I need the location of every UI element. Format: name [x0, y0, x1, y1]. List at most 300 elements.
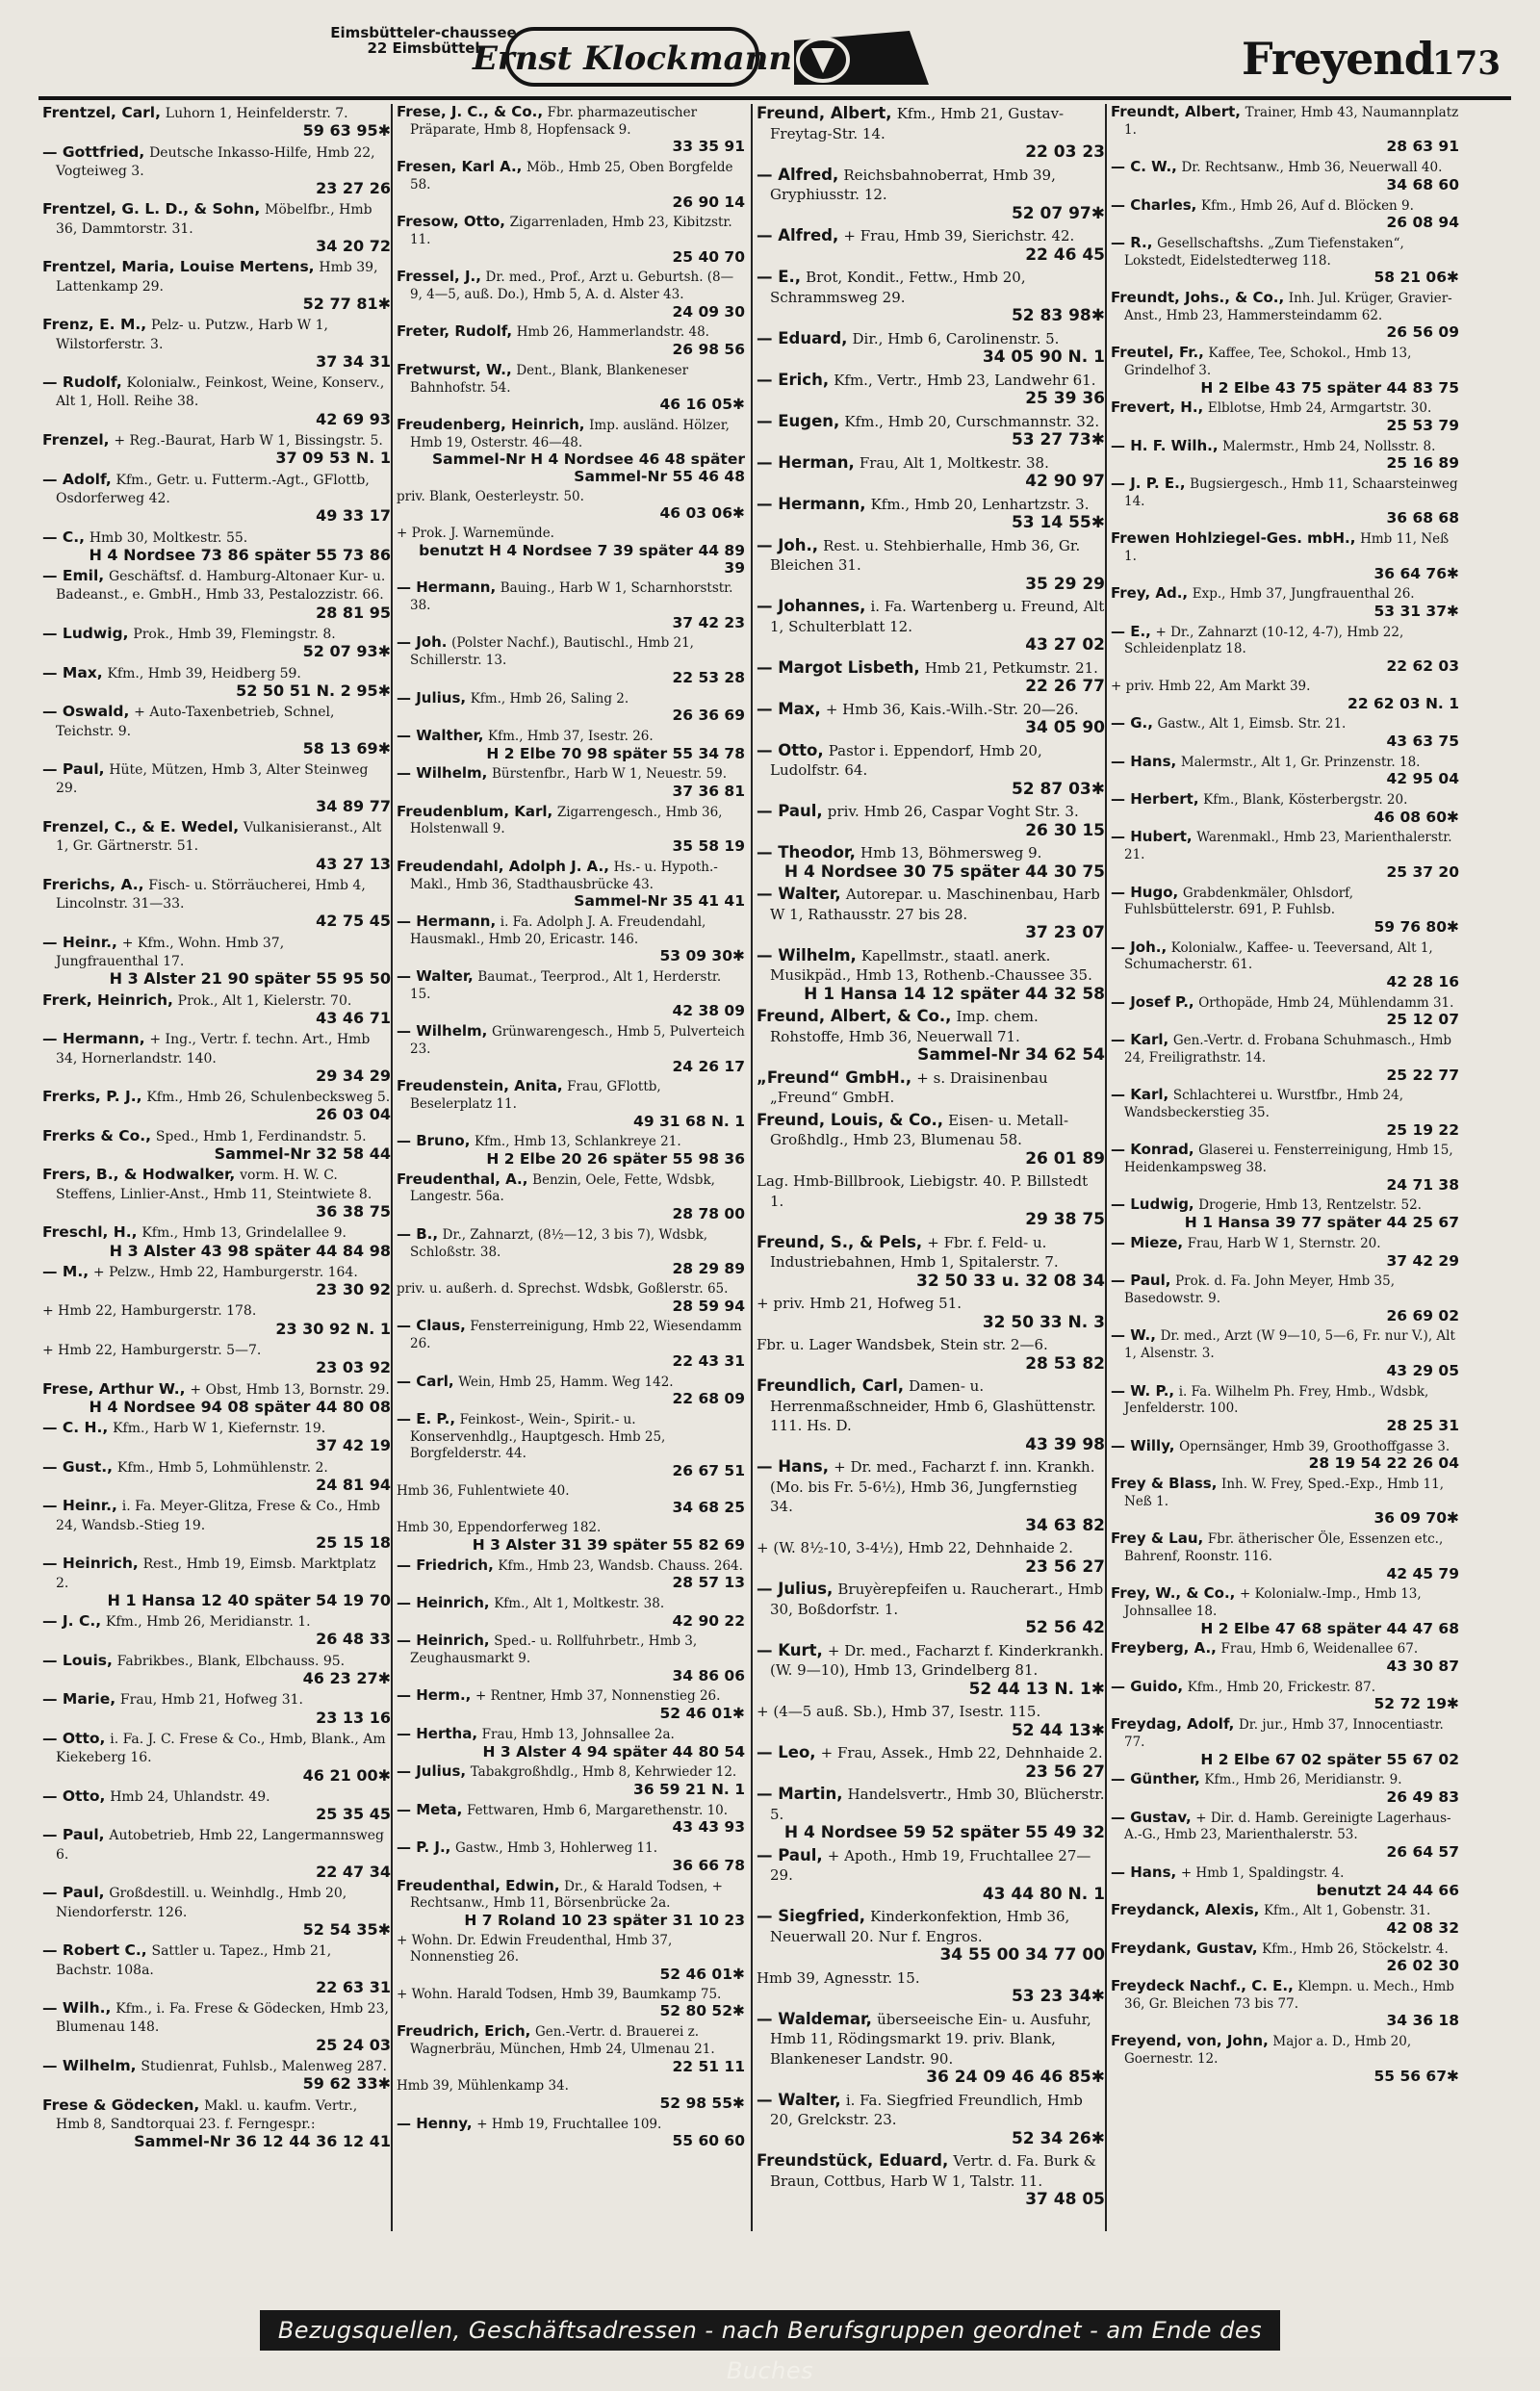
directory-entry: [757, 597, 1105, 656]
directory-entry: [1111, 829, 1459, 881]
entry-details: Gastw., Alt 1, Eimsb. Str. 21.: [1157, 716, 1347, 733]
entry-name: Freundlich, Carl,: [757, 1376, 905, 1395]
entry-details: Bugsiergesch., Hmb 11, Schaarsteinweg 14.: [1124, 476, 1458, 509]
entry-phone: 26 67 51: [672, 1462, 745, 1480]
entry-name: Frey & Lau,: [1111, 1530, 1204, 1548]
directory-entry: [42, 934, 391, 989]
directory-entry: [397, 1483, 745, 1517]
entry-phone: 42 38 09: [672, 1002, 745, 1020]
entry-details: Kfm., Vertr., Hmb 23, Landwehr 61.: [834, 371, 1096, 389]
entry-name: — C. H.,: [42, 1419, 109, 1437]
entry-name: — Otto,: [42, 1787, 106, 1805]
entry-phone: 53 27 73✱: [1011, 430, 1105, 450]
entry-name: — Max,: [757, 699, 821, 718]
entry-details: i. Fa. Siegfried Freundlich, Hmb 20, Grelckstr. 23.: [770, 2091, 1083, 2128]
directory-entry: [42, 991, 391, 1028]
entry-details: Hmb 30, Moltkestr. 55.: [89, 529, 248, 546]
directory-entry: [397, 526, 745, 577]
entry-name: Frentzel, Carl,: [42, 104, 162, 121]
entry-name: — Bruno,: [397, 1132, 471, 1150]
entry-details: + Obst, Hmb 13, Bornstr. 29.: [190, 1381, 390, 1398]
entry-details: Dr. med., Prof., Arzt u. Geburtsh. (8—9, 4—5, auß. Do.), Hmb 5, A. d. Alster 43.: [410, 270, 734, 303]
entry-phone: 42 95 04: [1386, 770, 1459, 788]
column-1: [42, 104, 391, 2222]
entry-name: — Erich,: [757, 370, 830, 389]
entry-details: Elblotse, Hmb 24, Armgartstr. 30.: [1207, 400, 1432, 417]
entry-phone: benutzt 24 44 66: [1316, 1881, 1459, 1899]
entry-phone: 34 68 25: [672, 1499, 745, 1517]
entry-details: vorm. H. W. C. Steffens, Linlier-Anst., Hmb 11, Steintwiete 8.: [56, 1168, 372, 1202]
entry-details: Drogerie, Hmb 13, Rentzelstr. 52.: [1198, 1197, 1422, 1214]
entry-details: Kfm., Hmb 26, Schulenbecksweg 5.: [146, 1090, 391, 1106]
directory-entry: [42, 1166, 391, 1221]
directory-entry: [397, 1763, 745, 1798]
entry-phone: 55 56 67✱: [1373, 2067, 1459, 2085]
entry-details: + Dr., Zahnarzt (10-12, 4-7), Hmb 22, Schleidenplatz 18.: [1124, 624, 1404, 657]
entry-name: — Hermann,: [397, 578, 497, 597]
entry-name: — Paul,: [42, 1826, 105, 1844]
page-header: [38, 12, 1511, 98]
entry-details: Gesellschaftshs. „Zum Tiefenstaken“, Lokstedt, Eidelstedterweg 118.: [1124, 235, 1404, 269]
directory-entry: [757, 1068, 1105, 1108]
entry-name: — Hugo,: [1111, 883, 1179, 901]
entry-phone: 34 05 90: [1025, 718, 1105, 737]
entry-details: Exp., Hmb 37, Jungfrauenthal 26.: [1192, 586, 1415, 603]
entry-details: Studienrat, Fuhlsb., Malenweg 287.: [141, 2058, 387, 2074]
entry-phone: 49 31 68 N. 1: [633, 1112, 745, 1130]
entry-name: Freundt, Johs., & Co.,: [1111, 289, 1285, 307]
directory-entry: [757, 371, 1105, 409]
footer-banner: Bezugsquellen, Geschäftsadressen - nach Berufsgruppen geordnet - am Ende des Buches: [260, 2310, 1280, 2351]
directory-entry: [42, 1497, 391, 1552]
directory-entry: [397, 804, 745, 856]
entry-details: priv. Hmb 26, Caspar Voght Str. 3.: [827, 803, 1079, 820]
entry-phone: 33 35 91: [672, 138, 745, 156]
entry-details: Geschäftsf. d. Hamburg-Altonaer Kur- u. Badeanst., e. GmbH., Hmb 33, Pestalozzistr. 66.: [56, 569, 386, 604]
entry-name: Freund, S., & Pels,: [757, 1232, 923, 1251]
entry-name: — Walter,: [757, 2090, 841, 2109]
entry-details: Fbr. ätherischer Öle, Essenzen etc., Bahrenf, Roonstr. 116.: [1124, 1531, 1444, 1564]
directory-entry: [397, 1281, 745, 1315]
entry-name: — G.,: [1111, 714, 1153, 733]
directory-entry: [757, 1171, 1105, 1230]
entry-name: Freydeck Nachf., C. E.,: [1111, 1977, 1294, 1995]
entry-details: Dr. Rechtsanw., Hmb 36, Neuerwall 40.: [1181, 160, 1443, 176]
directory-entry: [757, 1538, 1105, 1577]
entry-name: Freydanck, Alexis,: [1111, 1901, 1260, 1919]
entry-phone: 52 34 26✱: [1011, 2128, 1105, 2148]
entry-details: Sped.- u. Rollfuhrbetr., Hmb 3, Zeughausmarkt 9.: [410, 1633, 698, 1667]
directory-entry: [757, 1968, 1105, 2007]
entry-details: Kolonialw., Kaffee- u. Teeversand, Alt 1, Schumacherstr. 61.: [1124, 939, 1433, 973]
directory-entry: [397, 765, 745, 800]
entry-name: Frewen Hohlziegel-Ges. mbH.,: [1111, 529, 1356, 548]
entry-name: — Paul,: [42, 760, 105, 779]
entry-name: — Julius,: [397, 1762, 467, 1781]
entry-phone: H 7 Roland 10 23 später 31 10 23: [464, 1911, 745, 1929]
entry-name: — Adolf,: [42, 470, 112, 488]
entry-details: Kapellmstr., staatl. anerk. Musikpäd., Hmb 13, Rothenb.-Chaussee 35.: [770, 946, 1092, 984]
entry-details: Tabakgroßhdlg., Hmb 8, Kehrwieder 12.: [470, 1764, 737, 1781]
entry-details: Autobetrieb, Hmb 22, Langermannsweg 6.: [56, 1828, 384, 1863]
entry-name: Frentzel, Maria, Louise Mertens,: [42, 258, 315, 276]
entry-name: — Eduard,: [757, 328, 848, 347]
entry-name: — Friedrich,: [397, 1555, 494, 1574]
directory-entry: [42, 2057, 391, 2094]
entry-name: — H. F. Wilh.,: [1111, 436, 1219, 454]
directory-entry: [1111, 1771, 1459, 1806]
entry-phone: 22 68 09: [672, 1390, 745, 1408]
entry-phone: 29 34 29: [316, 1066, 391, 1085]
entry-details: Dent., Blank, Blankeneser Bahnhofstr. 54.: [410, 362, 689, 396]
directory-entry: [42, 760, 391, 815]
entry-details: Kfm., Hmb 26, Meridianstr. 9.: [1204, 1772, 1402, 1788]
directory-entry: [397, 489, 745, 523]
column-3: [757, 104, 1105, 2222]
entry-details: Frau, Alt 1, Moltkestr. 38.: [859, 453, 1049, 472]
entry-name: Frerk, Heinrich,: [42, 990, 173, 1009]
entry-phone: 22 62 03: [1386, 657, 1459, 676]
directory-entry: [397, 1595, 745, 1630]
entry-phone: H 2 Elbe 67 02 später 55 67 02: [1200, 1750, 1459, 1768]
entry-phone: 28 29 89: [672, 1260, 745, 1278]
entry-phone: 52 80 52✱: [659, 2002, 745, 2020]
entry-details: Pelz- u. Putzw., Harb W 1, Wilstorferstr. 3.: [56, 318, 328, 352]
entry-details: Frau, Hmb 21, Hofweg 31.: [119, 1692, 303, 1709]
entry-details: + Wohn. Harald Todsen, Hmb 39, Baumkamp 75.: [397, 1986, 722, 2002]
entry-name: — R.,: [1111, 233, 1153, 251]
directory-entry: [1111, 1679, 1459, 1713]
entry-name: — Paul,: [1111, 1272, 1171, 1290]
entry-name: Freund, Louis, & Co.,: [757, 1110, 944, 1129]
entry-phone: 34 63 82: [1025, 1515, 1105, 1535]
directory-entry: [1111, 235, 1459, 287]
directory-entry: [1111, 1902, 1459, 1937]
directory-entry: [397, 2023, 745, 2075]
entry-name: Fresen, Karl A.,: [397, 158, 523, 176]
entry-phone: 23 30 92 N. 1: [275, 1319, 391, 1338]
entry-details: + Hmb 22, Hamburgerstr. 5—7.: [42, 1343, 262, 1358]
entry-details: Baumat., Teerprod., Alt 1, Herderstr. 15.: [410, 969, 722, 1002]
entry-details: Wein, Hmb 25, Hamm. Weg 142.: [458, 1374, 674, 1390]
entry-name: Frerks, P. J.,: [42, 1088, 142, 1106]
entry-name: — Hermann,: [397, 912, 497, 930]
entry-details: Autorepar. u. Maschinenbau, Harb W 1, Rathausstr. 27 bis 28.: [770, 886, 1100, 923]
entry-phone: 46 23 27✱: [302, 1669, 391, 1688]
entry-phone: H 2 Elbe 47 68 später 44 47 68: [1200, 1619, 1459, 1637]
entry-name: Frey & Blass,: [1111, 1475, 1218, 1493]
directory-entry: [757, 1743, 1105, 1782]
entry-phone: 52 77 81✱: [302, 294, 391, 313]
directory-entry: [1111, 1327, 1459, 1379]
entry-name: — Walther,: [397, 726, 484, 744]
directory-entry: [42, 1612, 391, 1649]
directory-entry: [757, 885, 1105, 943]
header-rule: [38, 96, 1511, 100]
directory-entry: [757, 1376, 1105, 1454]
entry-details: + Fbr. f. Feld- u. Industriebahnen, Hmb 1, Spitalerstr. 7.: [770, 1233, 1059, 1271]
entry-details: + Dir. d. Hamb. Gereinigte Lagerhaus-A.-G., Hmb 23, Marienthalerstr. 53.: [1124, 1810, 1451, 1843]
entry-details: Hmb 24, Uhlandstr. 49.: [110, 1788, 270, 1805]
entry-name: Freundstück, Eduard,: [757, 2151, 949, 2170]
entry-phone: 43 63 75: [1386, 732, 1459, 750]
directory-entry: [42, 528, 391, 565]
directory-entry: [757, 104, 1105, 163]
directory-entry: [757, 2151, 1105, 2210]
entry-name: — M.,: [42, 1262, 90, 1280]
directory-entry: [1111, 885, 1459, 937]
entry-phone: H 4 Nordsee 73 86 später 55 73 86: [89, 545, 391, 564]
entry-name: Frese & Gödecken,: [42, 2095, 200, 2114]
directory-entry: [397, 1318, 745, 1370]
entry-details: + (4—5 auß. Sb.), Hmb 37, Isestr. 115.: [757, 1703, 1041, 1720]
entry-name: — Alfred,: [757, 165, 839, 184]
entry-phone: 35 58 19: [672, 837, 745, 856]
entry-name: Frese, Arthur W.,: [42, 1379, 186, 1398]
entry-details: Orthopäde, Hmb 24, Mühlendamm 31.: [1198, 994, 1454, 1011]
directory-entry: [757, 268, 1105, 326]
directory-entry: [1111, 939, 1459, 991]
column-4: [1111, 104, 1459, 2222]
entry-details: Hmb 39, Agnesstr. 15.: [757, 1968, 920, 1987]
entry-phone: 46 03 06✱: [659, 504, 745, 523]
directory-entry: [757, 412, 1105, 450]
entry-details: Fettwaren, Hmb 6, Margarethenstr. 10.: [466, 1802, 729, 1818]
entry-phone: 23 56 27: [1025, 1761, 1105, 1782]
entry-phone: 43 44 80 N. 1: [982, 1884, 1105, 1904]
entry-details: Kfm., Blank, Kösterbergstr. 20.: [1203, 792, 1408, 809]
directory-entry: [397, 269, 745, 321]
directory-entry: [1111, 624, 1459, 676]
entry-details: + Dr. med., Facharzt f. inn. Krankh. (Mo. bis Fr. 5-6½), Hmb 36, Jungfernstieg 34.: [770, 1458, 1095, 1515]
entry-details: Dr., Zahnarzt, (8½—12, 3 bis 7), Wdsbk, Schloßstr. 38.: [410, 1226, 708, 1260]
entry-details: Sattler u. Tapez., Hmb 21, Bachstr. 108a.: [56, 1943, 332, 1978]
directory-entry: [42, 1030, 391, 1085]
directory-entry: [42, 1301, 391, 1338]
entry-phone: 24 81 94: [316, 1476, 391, 1495]
entry-name: — J. P. E.,: [1111, 475, 1186, 493]
entry-phone: 59 62 33✱: [302, 2074, 391, 2094]
directory-entry: [1111, 1978, 1459, 2030]
entry-details: überseeische Ein- u. Ausfuhr, Hmb 11, Rödingsmarkt 19. priv. Blank, Blankeneser Landstr. 90.: [770, 2010, 1091, 2068]
entry-phone: 52 07 97✱: [1011, 203, 1105, 223]
entry-details: Major a. D., Hmb 20, Goernestr. 12.: [1124, 2034, 1412, 2067]
entry-name: — Marie,: [42, 1690, 116, 1709]
entry-phone: 35 29 29: [1025, 574, 1105, 594]
entry-phone: 52 46 01✱: [659, 1705, 745, 1723]
directory-entry: [1111, 715, 1459, 750]
entry-phone: Sammel-Nr 35 41 41: [574, 892, 745, 911]
entry-name: — Eugen,: [757, 411, 840, 430]
entry-phone: H 2 Elbe 70 98 später 55 34 78: [486, 744, 745, 762]
entry-details: + priv. Hmb 21, Hofweg 51.: [757, 1295, 962, 1312]
entry-details: Schlachterei u. Wurstfbr., Hmb 24, Wandsbeckerstieg 35.: [1124, 1088, 1403, 1120]
entry-details: Vulkanisieranst., Alt 1, Gr. Gärtnerstr. 51.: [56, 819, 382, 855]
entry-phone: H 4 Nordsee 59 52 später 55 49 32: [783, 1823, 1105, 1842]
directory-entry: [397, 1411, 745, 1480]
entry-phone: 26 56 09: [1386, 323, 1459, 342]
entry-phone: 22 43 31: [672, 1351, 745, 1370]
directory-entry: [757, 946, 1105, 1005]
entry-phone: 37 23 07: [1025, 923, 1105, 942]
entry-name: — Oswald,: [42, 703, 130, 721]
entry-phone: 32 50 33 N. 3: [982, 1312, 1105, 1332]
directory-entry: [397, 1133, 745, 1168]
directory-entry: [757, 1457, 1105, 1535]
entry-details: + Hmb 36, Kais.-Wilh.-Str. 20—26.: [825, 700, 1079, 718]
directory-entry: [42, 258, 391, 313]
directory-entry: [397, 1557, 745, 1592]
entry-phone: 32 50 33 u. 32 08 34: [915, 1271, 1105, 1291]
entry-name: — Günther,: [1111, 1770, 1200, 1788]
entry-details: Zigarrenladen, Hmb 23, Kibitzstr. 11.: [410, 215, 732, 247]
entry-name: — Willy,: [1111, 1436, 1175, 1454]
directory-entry: [757, 1702, 1105, 1740]
entry-details: Fabrikbes., Blank, Elbchauss. 95.: [116, 1653, 346, 1669]
entry-details: Kinderkonfektion, Hmb 36, Neuerwall 20. Nur f. Engros.: [770, 1908, 1070, 1945]
entry-phone: 53 09 30✱: [659, 947, 745, 965]
entry-name: — E. P.,: [397, 1409, 456, 1427]
entry-details: Prok. d. Fa. John Meyer, Hmb 35, Basedowstr. 9.: [1124, 1273, 1395, 1306]
entry-phone: 25 35 45: [316, 1805, 391, 1824]
directory-entry: [397, 1374, 745, 1408]
entry-name: — Waldemar,: [757, 2009, 872, 2028]
entry-name: — Ludwig,: [42, 625, 129, 643]
entry-name: — Herman,: [757, 452, 855, 472]
entry-phone: 28 57 13: [672, 1574, 745, 1592]
directory-entry: [397, 1171, 745, 1223]
entry-details: + Prok. J. Warnemünde.: [397, 526, 554, 542]
directory-entry: [757, 226, 1105, 265]
publisher-logo: [472, 21, 1064, 94]
entry-name: — Paul,: [757, 802, 823, 820]
entry-name: — Hans,: [1111, 752, 1177, 770]
entry-name: — Heinrich,: [42, 1555, 139, 1573]
entry-phone: 26 64 57: [1386, 1843, 1459, 1862]
entry-details: Feinkost-, Wein-, Spirit.- u. Konservenhdlg., Hauptgesch. Hmb 25, Borgfelderstr. 44.: [410, 1411, 666, 1462]
entry-name: Frese, J. C., & Co.,: [397, 103, 544, 120]
entry-phone: 26 98 56: [672, 341, 745, 359]
entry-details: Kfm., Hmb 13, Grindelallee 9.: [141, 1225, 346, 1242]
entry-phone: 34 55 00 34 77 00: [939, 1945, 1105, 1965]
entry-phone: H 4 Nordsee 30 75 später 44 30 75: [783, 861, 1105, 882]
entry-name: Freudenthal, A.,: [397, 1170, 528, 1188]
entry-details: Kfm., i. Fa. Frese & Gödecken, Hmb 23, Blumenau 148.: [56, 2001, 389, 2036]
entry-phone: 22 53 28: [672, 668, 745, 686]
entry-phone: 46 21 00✱: [302, 1765, 391, 1785]
directory-entry: [42, 664, 391, 701]
entry-details: + Apoth., Hmb 19, Fruchtallee 27—29.: [770, 1846, 1091, 1884]
entry-name: — Martin,: [757, 1785, 843, 1803]
entry-details: Kfm., Alt 1, Moltkestr. 38.: [494, 1595, 665, 1611]
entry-name: — Heinrich,: [397, 1632, 490, 1650]
entry-name: — Heinr.,: [42, 1497, 117, 1515]
entry-details: Rest., Hmb 19, Eimsb. Marktplatz 2.: [56, 1556, 376, 1591]
directory-entry: [42, 1223, 391, 1260]
entry-name: — E.,: [1111, 622, 1151, 640]
entry-details: Lag. Hmb-Billbrook, Liebigstr. 40. P. Billstedt 1.: [757, 1172, 1089, 1210]
entry-name: „Freund“ GmbH.,: [757, 1067, 912, 1087]
entry-name: Freund, Albert, & Co.,: [757, 1007, 952, 1025]
entry-details: + Auto-Taxenbetrieb, Schnel, Teichstr. 9.: [56, 705, 335, 739]
entry-details: Hmb 13, Böhmersweg 9.: [860, 844, 1042, 861]
entry-details: Hs.- u. Hypoth.-Makl., Hmb 36, Stadthausbrücke 43.: [410, 859, 718, 892]
entry-phone: 36 68 68: [1386, 509, 1459, 527]
entry-name: — Karl,: [1111, 1031, 1169, 1049]
entry-name: — Walter,: [397, 967, 474, 986]
entry-phone: H 3 Alster 43 98 später 44 84 98: [109, 1241, 391, 1260]
directory-entry: [1111, 1087, 1459, 1139]
directory-entry: [1111, 754, 1459, 788]
entry-phone: H 3 Alster 21 90 später 55 95 50: [109, 969, 391, 989]
entry-phone: H 1 Hansa 12 40 später 54 19 70: [107, 1590, 391, 1609]
column-divider: [1105, 104, 1107, 2231]
entry-details: Malermstr., Alt 1, Gr. Prinzenstr. 18.: [1180, 754, 1421, 770]
entry-phone: 52 72 19✱: [1373, 1695, 1459, 1713]
entry-details: Kfm., Harb W 1, Kiefernstr. 19.: [113, 1421, 326, 1437]
directory-entry: [42, 471, 391, 526]
entry-name: Frerks & Co.,: [42, 1126, 152, 1144]
entry-phone: 43 39 98: [1025, 1434, 1105, 1454]
directory-entry: [42, 1884, 391, 1939]
directory-entry: [1111, 1032, 1459, 1084]
directory-entry: [1111, 1196, 1459, 1231]
entry-phone: 43 43 93: [672, 1818, 745, 1837]
entry-details: Hmb 11, Neß 1.: [1124, 531, 1450, 564]
entry-name: — Johannes,: [757, 597, 866, 615]
entry-details: Dir., Hmb 6, Carolinenstr. 5.: [852, 329, 1060, 347]
entry-phone: Sammel-Nr 32 58 44: [214, 1144, 391, 1164]
entry-details: Luhorn 1, Heinfelderstr. 7.: [165, 106, 348, 121]
entry-phone: H 1 Hansa 14 12 später 44 32 58: [804, 984, 1105, 1004]
directory-entry: [1111, 994, 1459, 1029]
entry-name: — Julius,: [757, 1580, 834, 1598]
entry-phone: 22 51 11: [672, 2057, 745, 2075]
directory-entry: [42, 1127, 391, 1164]
directory-entry: [397, 417, 745, 486]
entry-details: i. Fa. Wartenberg u. Freund, Alt 1, Schulterblatt 12.: [770, 598, 1105, 635]
entry-details: i. Fa. Wilhelm Ph. Frey, Hmb., Wdsbk, Jenfelderstr. 100.: [1124, 1383, 1429, 1417]
directory-entry: [757, 2091, 1105, 2149]
directory-entry: [1111, 438, 1459, 473]
entry-details: i. Fa. J. C. Frese & Co., Hmb, Blank., Am Kiekeberg 16.: [56, 1731, 386, 1766]
directory-entry: [757, 1335, 1105, 1374]
entry-phone: 43 30 87: [1386, 1658, 1459, 1676]
entry-phone: 34 89 77: [316, 796, 391, 815]
entry-details: Frau, Harb W 1, Sternstr. 20.: [1187, 1235, 1381, 1251]
directory-entry: [757, 802, 1105, 840]
entry-details: Warenmakl., Hmb 23, Marienthalerstr. 21.: [1124, 830, 1452, 863]
entry-details: Kfm., Hmb 23, Wandsb. Chauss. 264.: [498, 1557, 743, 1574]
directory-entry: [397, 913, 745, 965]
entry-phone: 36 59 21 N. 1: [633, 1780, 745, 1798]
entry-phone: 55 60 60: [672, 2132, 745, 2150]
entry-details: + Kolonialw.-Imp., Hmb 13, Johnsallee 18.: [1124, 1586, 1422, 1619]
entry-phone: 26 08 94: [1386, 214, 1459, 232]
entry-phone: 26 90 14: [672, 193, 745, 211]
entry-details: + Pelzw., Hmb 22, Hamburgerstr. 164.: [92, 1264, 358, 1280]
entry-name: — Gottfried,: [42, 142, 145, 161]
entry-phone: 46 08 60✱: [1373, 808, 1459, 826]
entry-phone: 53 14 55✱: [1011, 513, 1105, 532]
directory-entry: [397, 968, 745, 1020]
entry-details: Kfm., Hmb 37, Isestr. 26.: [488, 728, 654, 744]
entry-phone: 25 39 36: [1025, 389, 1105, 408]
entry-details: Klempn. u. Mech., Hmb 36, Gr. Bleichen 73 bis 77.: [1124, 1979, 1454, 2012]
entry-phone: 22 62 03 N. 1: [1348, 694, 1459, 712]
entry-details: Kfm., Hmb 26, Saling 2.: [470, 690, 629, 707]
directory-entry: [42, 567, 391, 622]
